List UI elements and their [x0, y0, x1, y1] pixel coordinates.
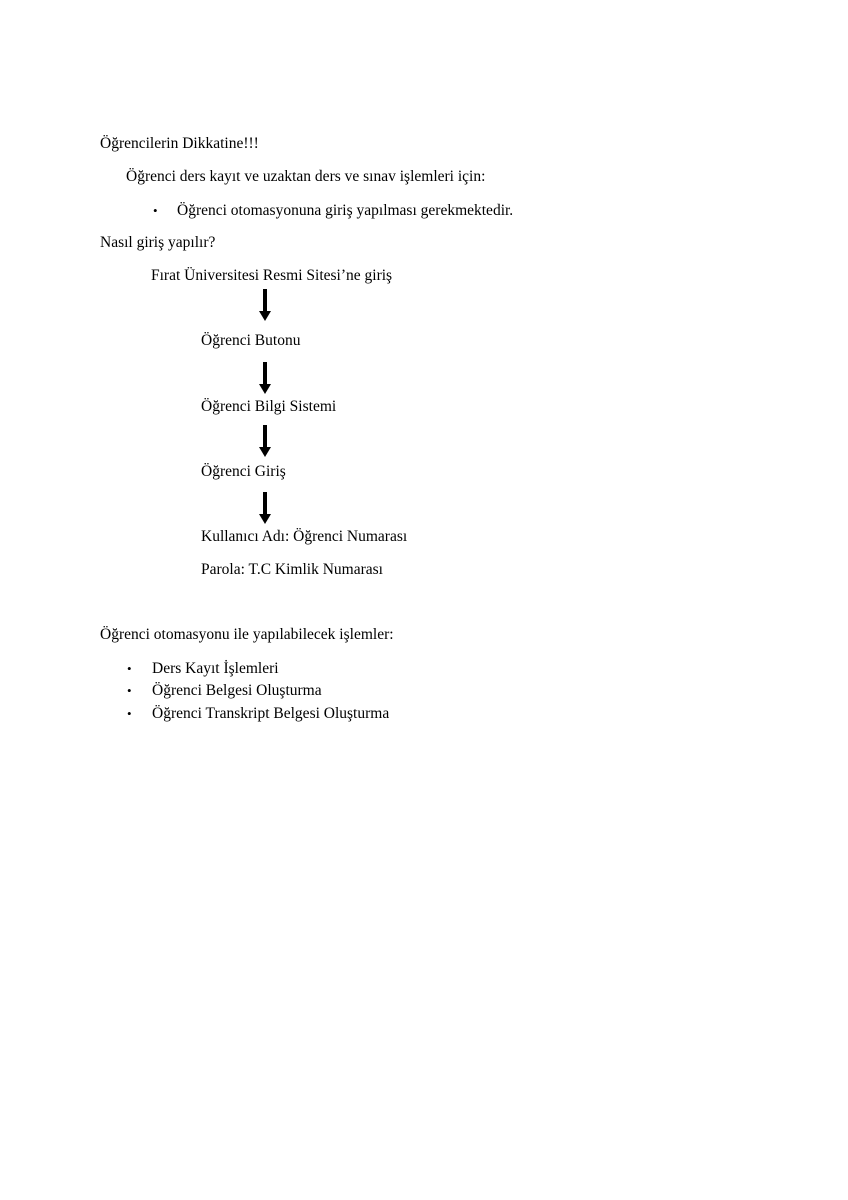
down-arrow-icon: [259, 289, 271, 321]
intro-text: Öğrenci ders kayıt ve uzaktan ders ve sınav işlemleri için:: [126, 168, 486, 185]
down-arrow-icon: [259, 362, 271, 394]
bullet-icon: •: [153, 203, 158, 218]
down-arrow-icon: [259, 425, 271, 457]
list-item: Ders Kayıt İşlemleri: [152, 660, 279, 677]
step-1: Fırat Üniversitesi Resmi Sitesi’ne giriş: [151, 267, 393, 284]
list-item: Öğrenci Belgesi Oluşturma: [152, 682, 322, 699]
step-4: Öğrenci Giriş: [201, 463, 286, 480]
heading: Öğrencilerin Dikkatine!!!: [100, 135, 259, 152]
down-arrow-icon: [259, 492, 271, 524]
list-item: Öğrenci Transkript Belgesi Oluşturma: [152, 705, 390, 722]
step-5: Kullanıcı Adı: Öğrenci Numarası: [201, 528, 408, 545]
password-line: Parola: T.C Kimlik Numarası: [201, 561, 383, 578]
bullet-icon: •: [127, 683, 132, 698]
bullet-icon: •: [127, 661, 132, 676]
step-2: Öğrenci Butonu: [201, 332, 301, 349]
bullet-icon: •: [127, 706, 132, 721]
requirement-text: Öğrenci otomasyonuna giriş yapılması gerekmektedir.: [177, 202, 514, 219]
how-title: Nasıl giriş yapılır?: [100, 234, 216, 251]
ops-title: Öğrenci otomasyonu ile yapılabilecek işlemler:: [100, 626, 394, 643]
step-3: Öğrenci Bilgi Sistemi: [201, 398, 337, 415]
